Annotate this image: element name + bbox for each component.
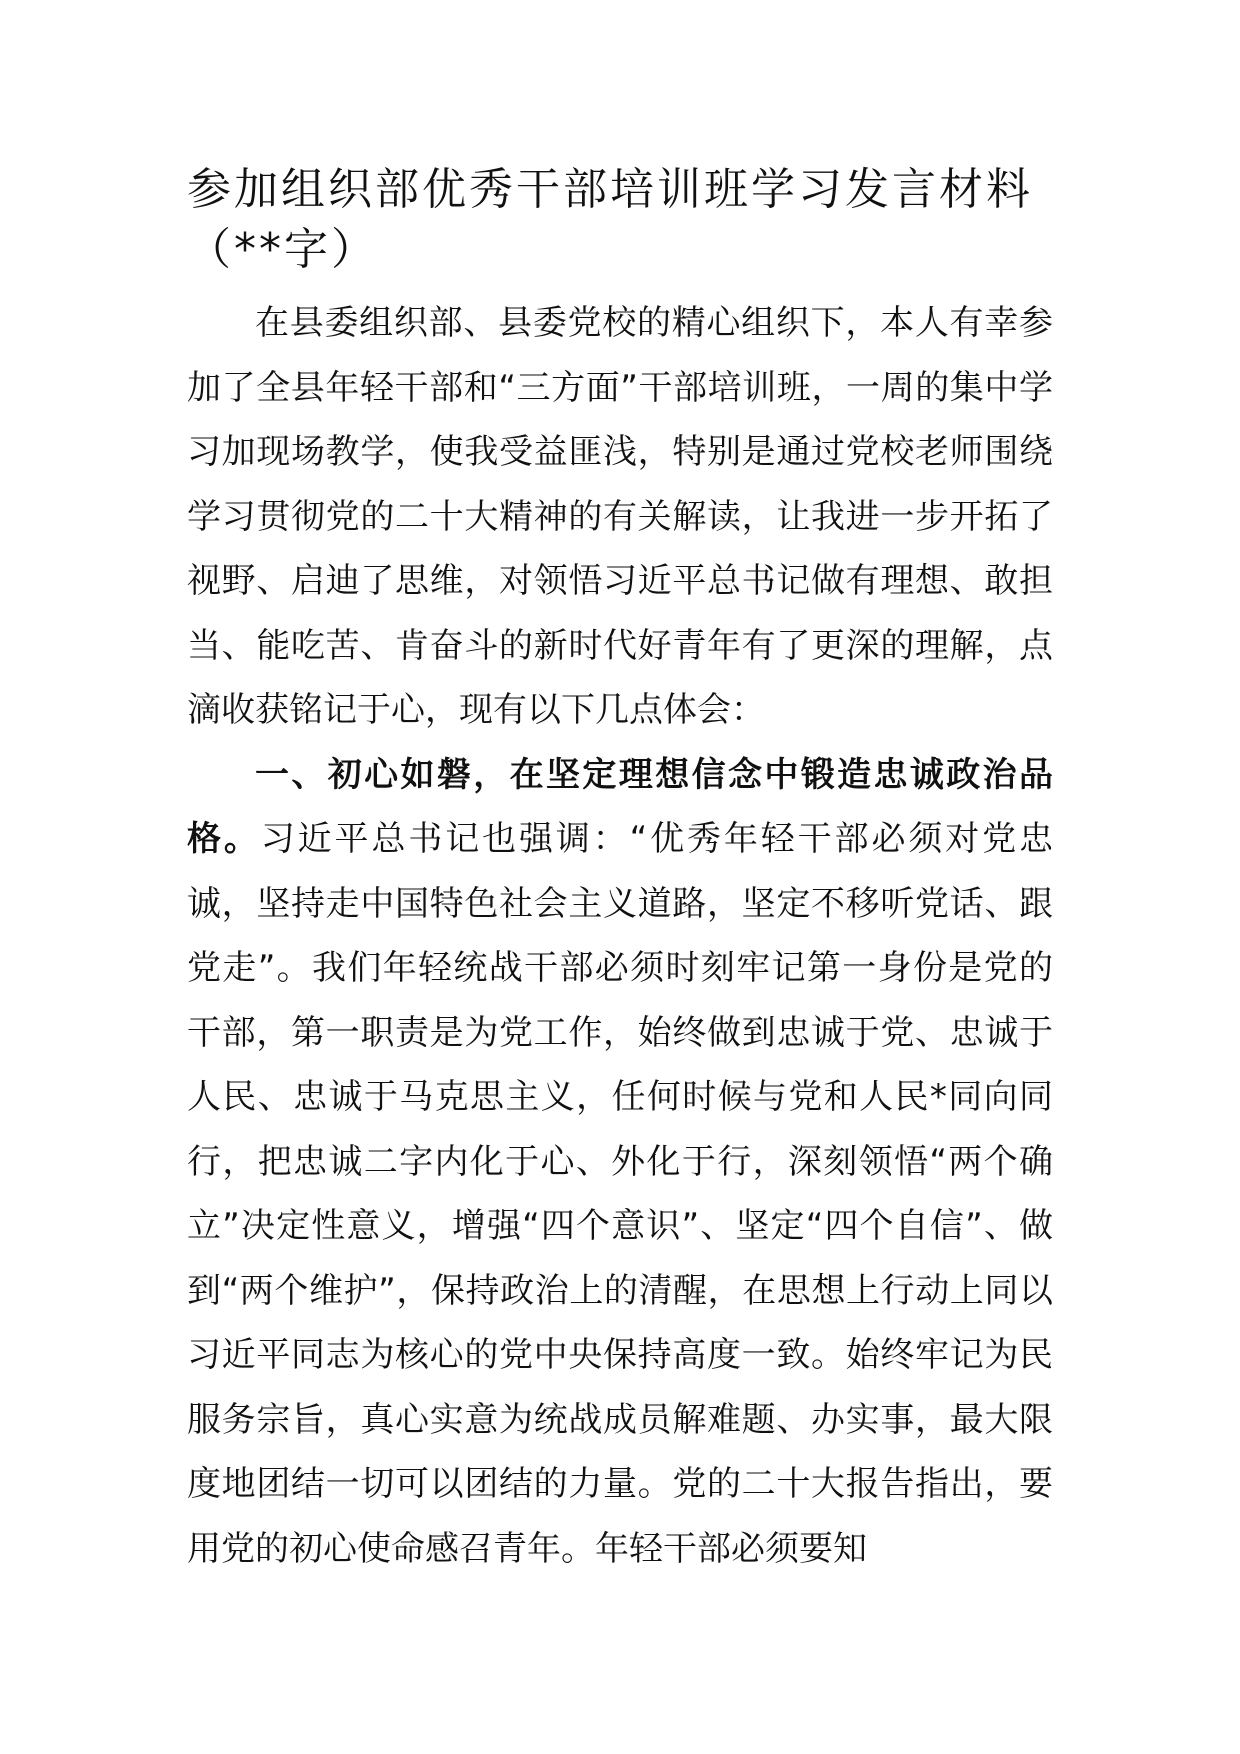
document-title (187, 160, 1053, 280)
intro-paragraph: 在县委组织部、县委党校的精心组织下，本人有幸参加了全县年轻干部和“三方面”干部培训班，一周的集中学习加现场教学，使我受益匪浅，特别是通过党校老师围绕学习贯彻党的二十大精神的有关解读，让我进一步开拓了视野、启迪了思维，对领悟习近平总书记做有理想、敢担当、能吃苦、肯奋斗的新时代好青年有了更深的理解，点滴收获铭记于心，现有以下几点体会： (187, 303, 1053, 730)
section-1-paragraph (187, 743, 1053, 1582)
section-1-body: 习近平总书记也强调：“优秀年轻干部必须对党忠诚，坚持走中国特色社会主义道路，坚定不移听党话、跟党走”。我们年轻统战干部必须时刻牢记第一身份是党的干部，第一职责是为党工作，始终做到忠诚于党、忠诚于人民、忠诚于马克思主义，任何时候与党和人民*同向同行，把忠诚二字内化于心、外化于行，深刻领悟“两个确立”决定性意义，增强“四个意识”、坚定“四个自信”、做到“两个维护”，保持政治上的清醒，在思想上行动上同以习近平同志为核心的党中央保持高度一致。始终牢记为民服务宗旨，真心实意为统战成员解难题、办实事，最大限度地团结一切可以团结的力量。党的二十大报告指出，要用党的初心使命感召青年。年轻干部必须要知 (187, 819, 1053, 1569)
document-body (187, 160, 1053, 1581)
section-1-heading: 一、初心如磐，在坚定理想信念中锻造忠诚政治品格。 (187, 754, 1053, 859)
title-line-1: 参加组织部优秀干部培训班学习发言材料 (187, 164, 1033, 215)
title-line-2: （**字） (187, 224, 378, 275)
